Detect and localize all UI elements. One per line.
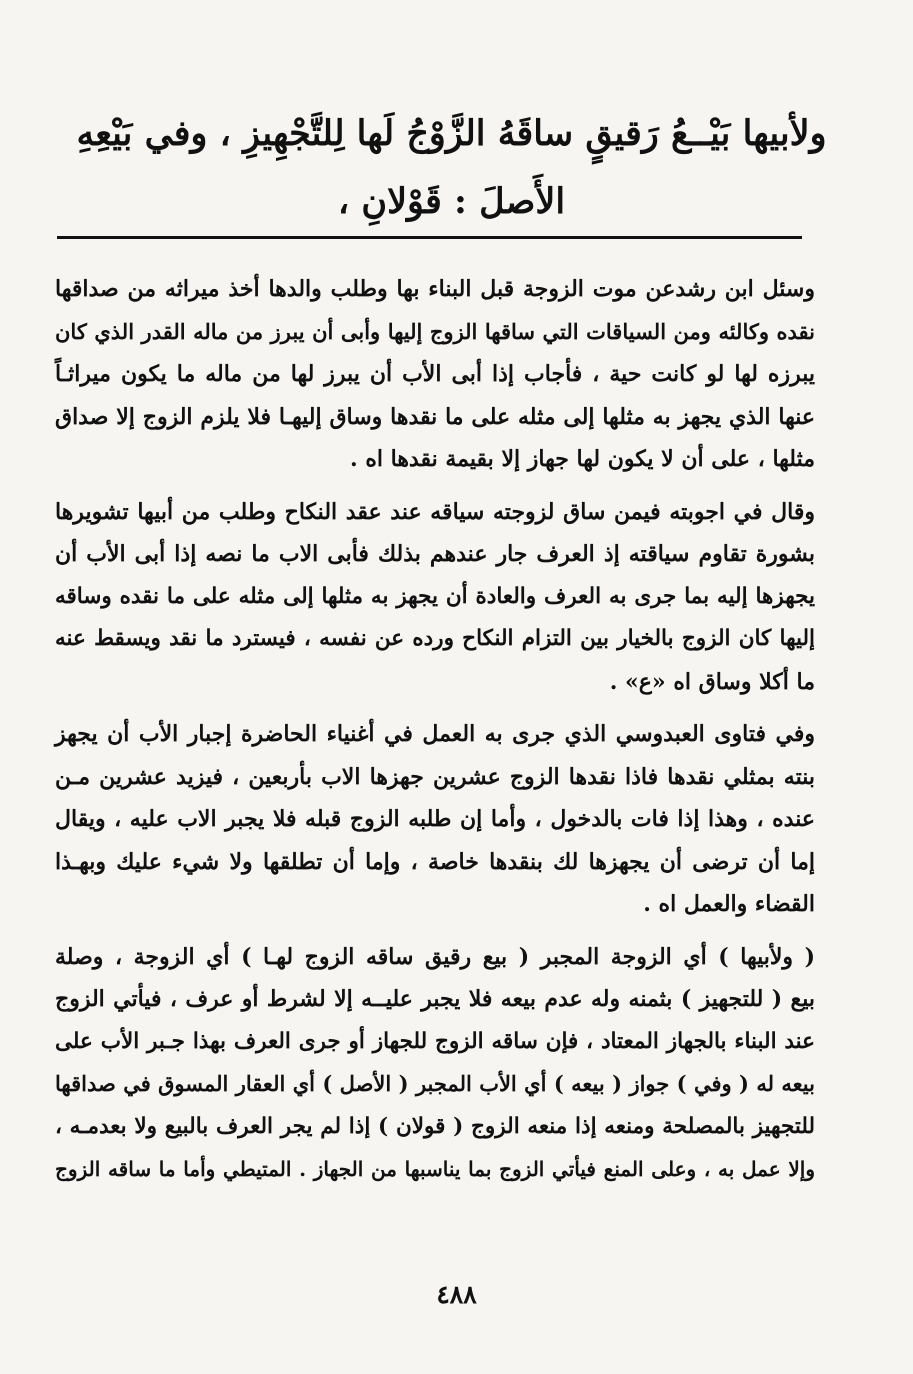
text-line: القضاء والعمل اه . [643, 891, 815, 917]
text-line: وسئل ابن رشدعن موت الزوجة قبل البناء بها وطلب والدها أخذ ميراثه من صداقها [55, 276, 815, 302]
text-line: مثلها ، على أن لا يكون لها جهاز إلا بقيمة نقدها اه . [350, 446, 815, 472]
text-line: عنها الذي يجهز به مثلها إلى مثله على ما نقدها وساق إليهـا فلا يلزم الزوج إلا صداق [55, 403, 815, 430]
text-line: بيع ( للتجهيز ) بثمنه وله عدم بيعه فلا يجبر عليــه إلا لشرط أو عرف ، فيأتي الزوج [55, 986, 815, 1012]
text-line: عنده ، وهذا إذا فات بالدخول ، وأما إن طلبه الزوج قبله فلا يجبر الاب عليه ، ويقال [55, 806, 815, 832]
verse-line-2: الأَصلَ : قَوْلانِ ، [337, 181, 566, 222]
text-line: ( ولأبيها ) أي الزوجة المجبر ( بيع رقيق ساقه الزوج لهـا ) أي الزوجة ، وصلة [55, 943, 815, 970]
text-line: إليها كان الزوج بالخيار بين التزام النكاح ورده عن نفسه ، فيسترد ما نقد ويسقط عنه [55, 626, 815, 651]
text-line: إما أن ترضى أن يجهزها لك بنقدها خاصة ، وإما أن تطلقها ولا شيء عليك وبهـذا [55, 848, 815, 875]
verse-line-1: ولأبيها بَيْــعُ رَقيقٍ ساقَهُ الزَّوْجُ لَها لِلتَّجْهِيزِ ، وفي بَيْعِهِ [76, 113, 827, 154]
paragraph-sharh [55, 936, 815, 1191]
page-number: ٤٨٨ [436, 1280, 477, 1309]
text-line: عند البناء بالجهاز المعتاد ، فإن ساقه الزوج للجهاز أو جرى العرف بهذا جـبر الأب على [55, 1028, 815, 1054]
text-line: يبرزه لها لو كانت حية ، فأجاب إذا أبى الأب أن يبرز لها من ماله ما يكون ميراثـاً [55, 361, 815, 387]
text-line: وقال في اجوبته فيمن ساق لزوجته سياقه عند عقد النكاح وطلب من أبيها تشويرها [55, 498, 815, 525]
text-line: بيعه له ( وفي ) جواز ( بيعه ) أي الأب المجبر ( الأصل ) أي العقار المسوق في صداقها [55, 1071, 815, 1096]
text-line: بشورة تقاوم سياقته إذ العرف جار عندهم بذلك فأبى الاب ما نصه إذا أبى الأب أن [55, 541, 815, 567]
text-line: وفي فتاوى العبدوسي الذي جرى به العمل في أغنياء الحاضرة إجبار الأب أن يجهز [55, 721, 815, 747]
commentary-text [55, 268, 815, 1201]
text-line: يجهزها إليه بما جرى به العرف والعادة أن يجهز به مثلها إلى مثله على ما نقده وساقه [55, 583, 815, 609]
text-line: نقده وكالئه ومن السياقات التي ساقها الزوج إليها وأبى أن يبرز من ماله القدر الذي كان [55, 318, 815, 344]
heading-divider [57, 236, 802, 239]
text-line: للتجهيز بالمصلحة ومنعه إذا منعه الزوج ( قولان ) إذا لم يجر العرف بالبيع ولا بعدمـه ، [55, 1113, 815, 1139]
verse-heading [60, 100, 843, 236]
text-line: بنته بمثلي نقدها فاذا نقدها الزوج عشرين جهزها الاب بأربعين ، فيزيد عشرين مـن [55, 763, 815, 790]
text-line: ما أكلا وساق اه «ع» . [609, 668, 815, 695]
paragraph-ajwiba [55, 491, 815, 704]
text-line: وإلا عمل به ، وعلى المنع فيأتي الزوج بما يناسبها من الجهاز . المتيطي وأما ما ساقه الزوج [55, 1157, 815, 1181]
paragraph-ibn-rushd [55, 268, 815, 481]
paragraph-abdusi [55, 713, 815, 926]
